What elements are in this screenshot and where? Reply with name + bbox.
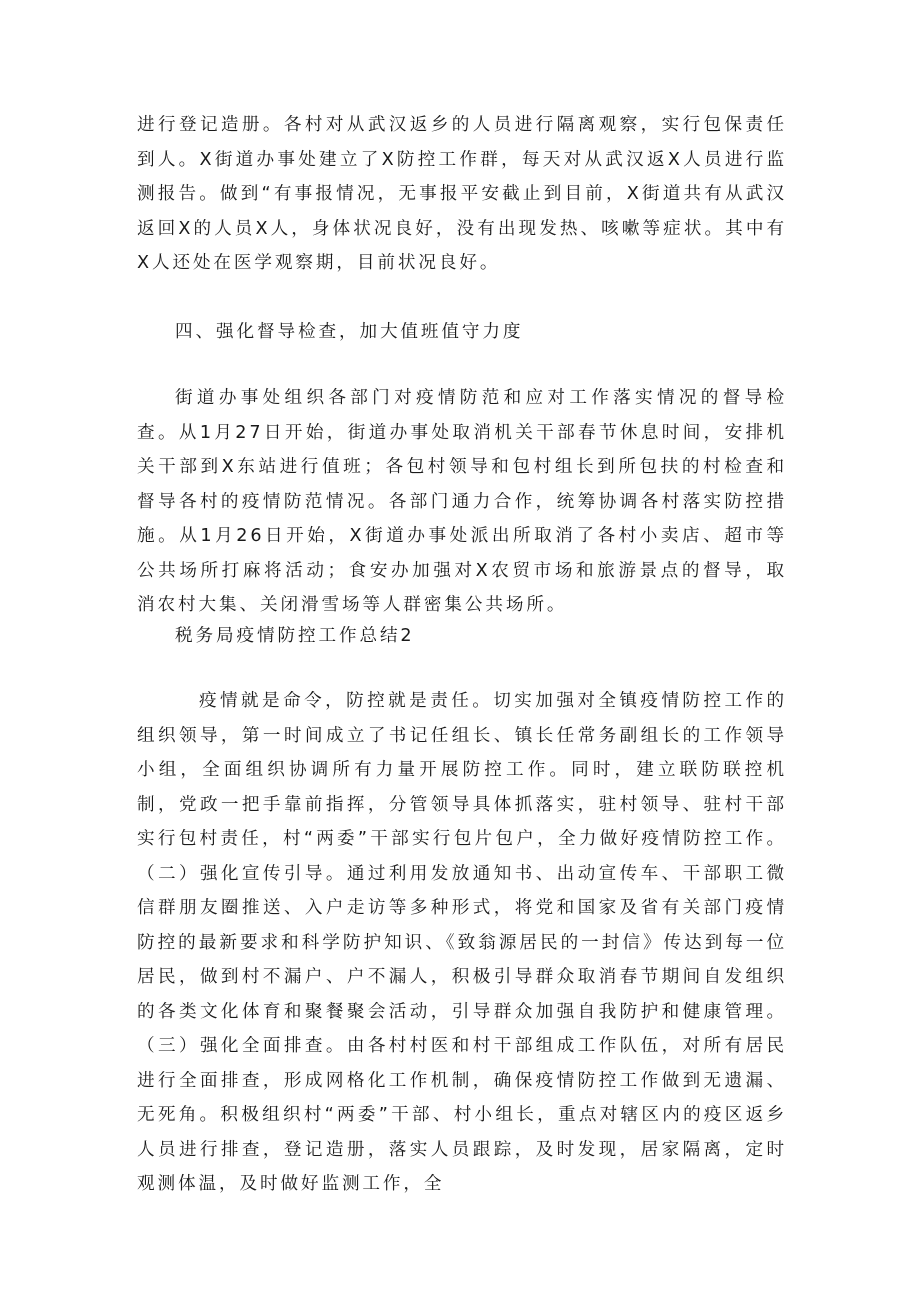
section-heading-4: 四、强化督导检查，加大值班值守力度 (175, 322, 524, 342)
section-title-2: 税务局疫情防控工作总结2 (175, 626, 415, 646)
body-paragraph-3: 疫情就是命令，防控就是责任。切实加强对全镇疫情防控工作的组织领导，第一时间成立了书记任组长、镇长任常务副组长的工作领导小组，全面组织协调所有力量开展防控工作。同时，建立联防联控机制，党政一把手靠前指挥，分管领导具体抓落实，驻村领导、驻村干部实行包村责任，村“两委”干部实行包片包户，全力做好疫情防控工作。（二）强化宣传引导。通过利用发放通知书、出动宣传车、干部职工微信群朋友圈推送、入户走访等多种形式，将党和国家及省有关部门疫情防控的最新要求和科学防护知识、《致翁源居民的一封信》传达到每一位居民，做到村不漏户、户不漏人，积极引导群众取消春节期间自发组织的各类文化体育和聚餐聚会活动，引导群众加强自我防护和健康管理。（三）强化全面排查。由各村村医和村干部组成工作队伍，对所有居民进行全面排查，形成网格化工作机制，确保疫情防控工作做到无遗漏、无死角。积极组织村“两委”干部、村小组长，重点对辖区内的疫区返乡人员进行排查，登记造册，落实人员跟踪，及时发现，居家隔离，定时观测体温，及时做好监测工作，全 (137, 691, 787, 1194)
body-paragraph-1: 进行登记造册。各村对从武汉返乡的人员进行隔离观察，实行包保责任到人。X街道办事处建立了X防控工作群，每天对从武汉返X人员进行监测报告。做到“有事报情况，无事报平安截止到目前，X街道共有从武汉返回X的人员X人，身体状况良好，没有出现发热、咳嗽等症状。其中有X人还处在医学观察期，目前状况良好。 (137, 115, 787, 273)
body-paragraph-2: 街道办事处组织各部门对疫情防范和应对工作落实情况的督导检查。从1月27日开始，街道办事处取消机关干部春节休息时间，安排机关干部到X东站进行值班；各包村领导和包村组长到所包扶的村检查和督导各村的疫情防范情况。各部门通力合作，统筹协调各村落实防控措施。从1月26日开始，X街道办事处派出所取消了各村小卖店、超市等公共场所打麻将活动；食安办加强对X农贸市场和旅游景点的督导，取消农村大集、关闭滑雪场等人群密集公共场所。 (137, 388, 787, 615)
